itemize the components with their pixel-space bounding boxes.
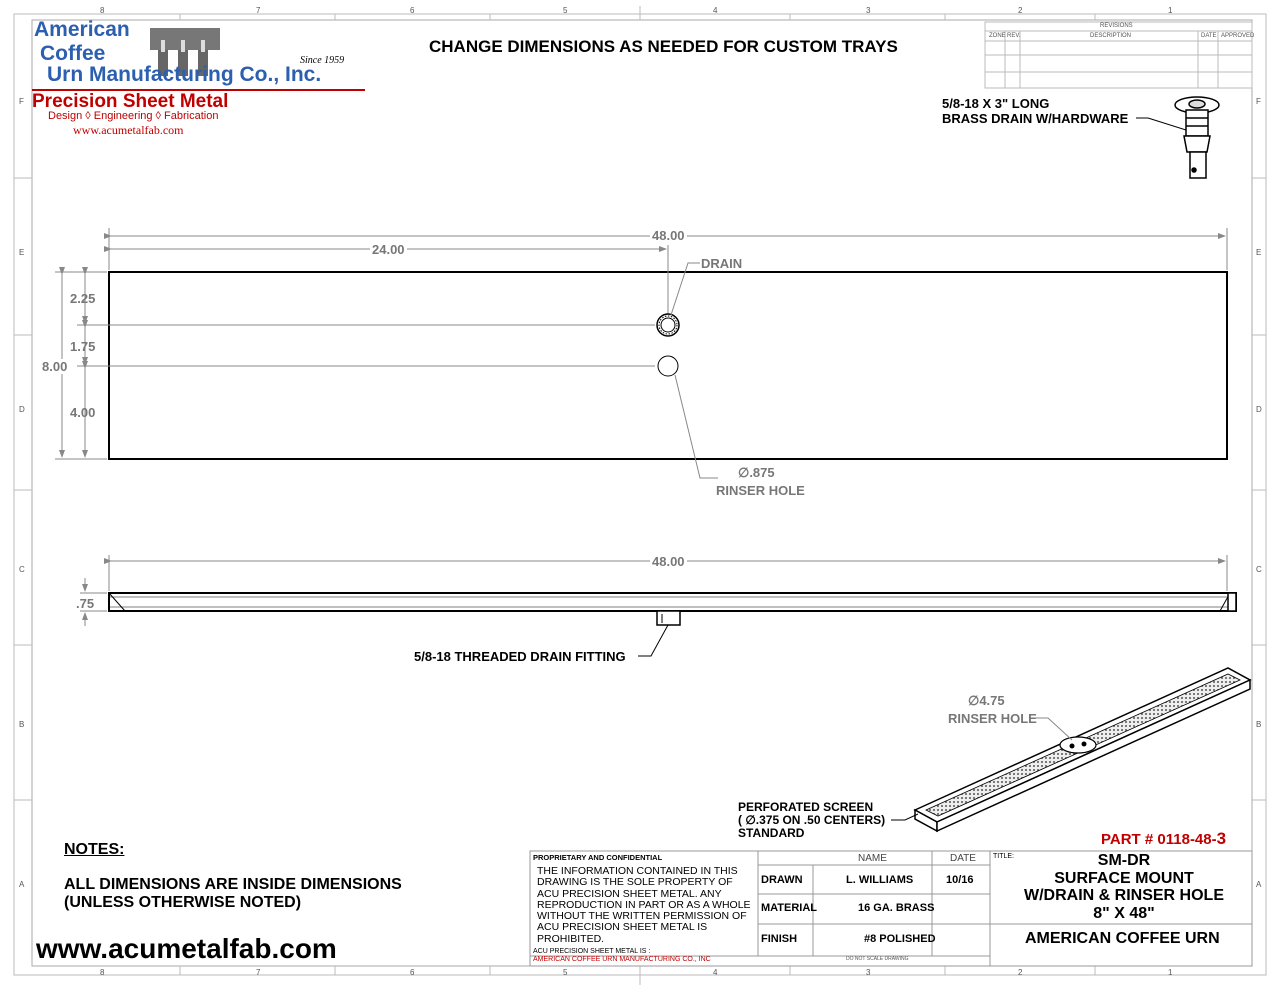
rev-col-date: DATE: [1201, 33, 1217, 39]
zone-bottom-7: 7: [256, 968, 261, 977]
zone-top-4: 4: [713, 6, 718, 15]
drawn-date: 10/16: [946, 874, 974, 886]
part-number-prefix: PART # 0118-48-: [1101, 831, 1217, 848]
drain-callout-line2: BRASS DRAIN W/HARDWARE: [942, 111, 1129, 126]
title-line-2: SURFACE MOUNT: [1054, 869, 1194, 887]
zone-left-C: C: [19, 565, 25, 574]
date-header: DATE: [950, 853, 976, 864]
iso-rinser-label: RINSER HOLE: [948, 711, 1037, 726]
title-line-4: 8" X 48": [1093, 904, 1155, 922]
zone-right-F: F: [1256, 97, 1261, 106]
drain-fitting-label: 5/8-18 THREADED DRAIN FITTING: [414, 649, 626, 664]
tray-isometric-view: [915, 668, 1250, 831]
drawn-label: DRAWN: [761, 874, 803, 886]
fitting-leader: [638, 625, 668, 656]
notes-heading: NOTES:: [64, 841, 125, 858]
dim-1-75: 1.75: [70, 339, 96, 354]
zone-top-1: 1: [1168, 6, 1173, 15]
brass-drain-illustration: [1175, 97, 1219, 178]
finish-value: #8 POLISHED: [864, 933, 936, 945]
drain-hole: [657, 314, 679, 336]
zone-bottom-2: 2: [1018, 968, 1023, 977]
tray-side-view: [109, 593, 1236, 625]
rinser-hole: [658, 356, 678, 376]
proprietary-line-4: REPRODUCTION IN PART OR AS A WHOLE: [537, 898, 751, 911]
title-company: AMERICAN COFFEE URN: [1025, 930, 1220, 947]
zone-bottom-6: 6: [410, 968, 415, 977]
revisions-title: REVISIONS: [1100, 23, 1133, 29]
zone-right-A: A: [1256, 880, 1262, 889]
proprietary-line-7: PROHIBITED.: [537, 932, 605, 945]
zone-top-6: 6: [410, 6, 415, 15]
proprietary-line-1: THE INFORMATION CONTAINED IN THIS: [537, 865, 738, 877]
dim-48-side: 48.00: [652, 554, 685, 569]
dim-4-00: 4.00: [70, 405, 96, 420]
zone-bottom-8: 8: [100, 968, 105, 977]
zone-top-8: 8: [100, 6, 105, 15]
outer-border: [14, 14, 1266, 975]
title-line-3: W/DRAIN & RINSER HOLE: [1024, 887, 1224, 904]
material-value: 16 GA. BRASS: [858, 902, 935, 914]
drain-callout-line1: 5/8-18 X 3" LONG: [942, 96, 1050, 111]
drawn-name: L. WILLIAMS: [846, 874, 914, 886]
zone-left-A: A: [19, 880, 25, 889]
dim-0-75: .75: [76, 596, 95, 611]
notes-line1: ALL DIMENSIONS ARE INSIDE DIMENSIONS: [64, 876, 402, 893]
revisions-table: [985, 22, 1255, 88]
zone-right-B: B: [1256, 720, 1262, 729]
proprietary-heading: PROPRIETARY AND CONFIDENTIAL: [533, 853, 663, 862]
logo-website: www.acumetalfab.com: [73, 123, 184, 137]
zone-left-F: F: [19, 97, 24, 106]
screen-line2: ( ∅.375 ON .50 CENTERS): [738, 813, 886, 827]
iso-rinser-leader: [1035, 718, 1072, 740]
part-number-suffix: 3: [1216, 829, 1227, 848]
dim-24: 24.00: [372, 242, 405, 257]
proprietary-line-6: ACU PRECISION SHEET METAL IS: [537, 921, 708, 934]
zone-bottom-4: 4: [713, 968, 718, 977]
drain-leader: [671, 263, 700, 315]
inner-border: [32, 20, 1255, 966]
header-title: CHANGE DIMENSIONS AS NEEDED FOR CUSTOM TRAYS: [429, 37, 898, 56]
zone-right-D: D: [1256, 405, 1262, 414]
drain-label: DRAIN: [701, 256, 743, 271]
zone-bottom-1: 1: [1168, 968, 1173, 977]
zone-bottom-5: 5: [563, 968, 568, 977]
rev-col-rev: REV.: [1007, 33, 1021, 39]
rinser-hole-label: RINSER HOLE: [716, 483, 805, 498]
company-line: AMERICAN COFFEE URN MANUFACTURING CO., INC: [533, 956, 711, 963]
rev-col-description: DESCRIPTION: [1090, 33, 1132, 39]
material-label: MATERIAL: [761, 902, 818, 914]
zone-ticks: [14, 6, 1266, 985]
screen-line1: PERFORATED SCREEN: [738, 800, 874, 814]
zone-right-E: E: [1256, 248, 1262, 257]
proprietary-line-3: ACU PRECISION SHEET METAL. ANY: [537, 887, 722, 900]
proprietary-line-2: DRAWING IS THE SOLE PROPERTY OF: [537, 876, 733, 889]
iso-rinser-diameter: ∅4.75: [968, 693, 1005, 708]
notes-line2: (UNLESS OTHERWISE NOTED): [64, 894, 302, 911]
dim-8-00: 8.00: [42, 359, 68, 374]
drain-callout-leader-2: [1148, 118, 1186, 130]
screen-line3: STANDARD: [738, 826, 805, 840]
dim-2-25: 2.25: [70, 291, 96, 306]
rinser-leader: [675, 375, 718, 478]
proprietary-line-5: WITHOUT THE WRITTEN PERMISSION OF: [537, 910, 747, 923]
logo-line-coffee: Coffee: [40, 42, 106, 65]
logo-since: Since 1959: [300, 55, 345, 66]
drawing-title: [1004, 852, 1244, 922]
do-not-scale: DO NOT SCALE DRAWING: [846, 956, 909, 962]
zone-left-B: B: [19, 720, 25, 729]
zone-top-5: 5: [563, 6, 568, 15]
top-view-extension-lines: [55, 228, 1227, 459]
logo-precision-sheet-metal: Precision Sheet Metal: [32, 91, 229, 112]
rinser-diameter: ∅.875: [738, 465, 775, 480]
division-line: ACU PRECISION SHEET METAL IS :: [533, 948, 651, 955]
title-line-1: SM-DR: [1097, 852, 1151, 869]
finish-label: FINISH: [761, 933, 798, 945]
logo-line-urn: Urn Manufacturing Co., Inc.: [47, 63, 322, 86]
logo-line-american: American: [34, 18, 130, 41]
zone-top-3: 3: [866, 6, 871, 15]
proprietary-text: [537, 866, 759, 945]
dim-48-top: 48.00: [652, 228, 685, 243]
iso-screen-leader: [891, 814, 918, 820]
rev-col-zone: ZONE: [989, 33, 1006, 39]
footer-website: www.acumetalfab.com: [36, 933, 337, 964]
zone-top-2: 2: [1018, 6, 1023, 15]
zone-top-7: 7: [256, 6, 261, 15]
zone-right-C: C: [1256, 565, 1262, 574]
zone-bottom-3: 3: [866, 968, 871, 977]
rev-col-approved: APPROVED: [1221, 33, 1255, 39]
name-header: NAME: [858, 853, 887, 864]
zone-left-D: D: [19, 405, 25, 414]
logo-tagline: Design ◊ Engineering ◊ Fabrication: [48, 110, 219, 122]
title-label: TITLE:: [993, 853, 1015, 860]
zone-left-E: E: [19, 248, 25, 257]
part-number: [1101, 829, 1226, 849]
